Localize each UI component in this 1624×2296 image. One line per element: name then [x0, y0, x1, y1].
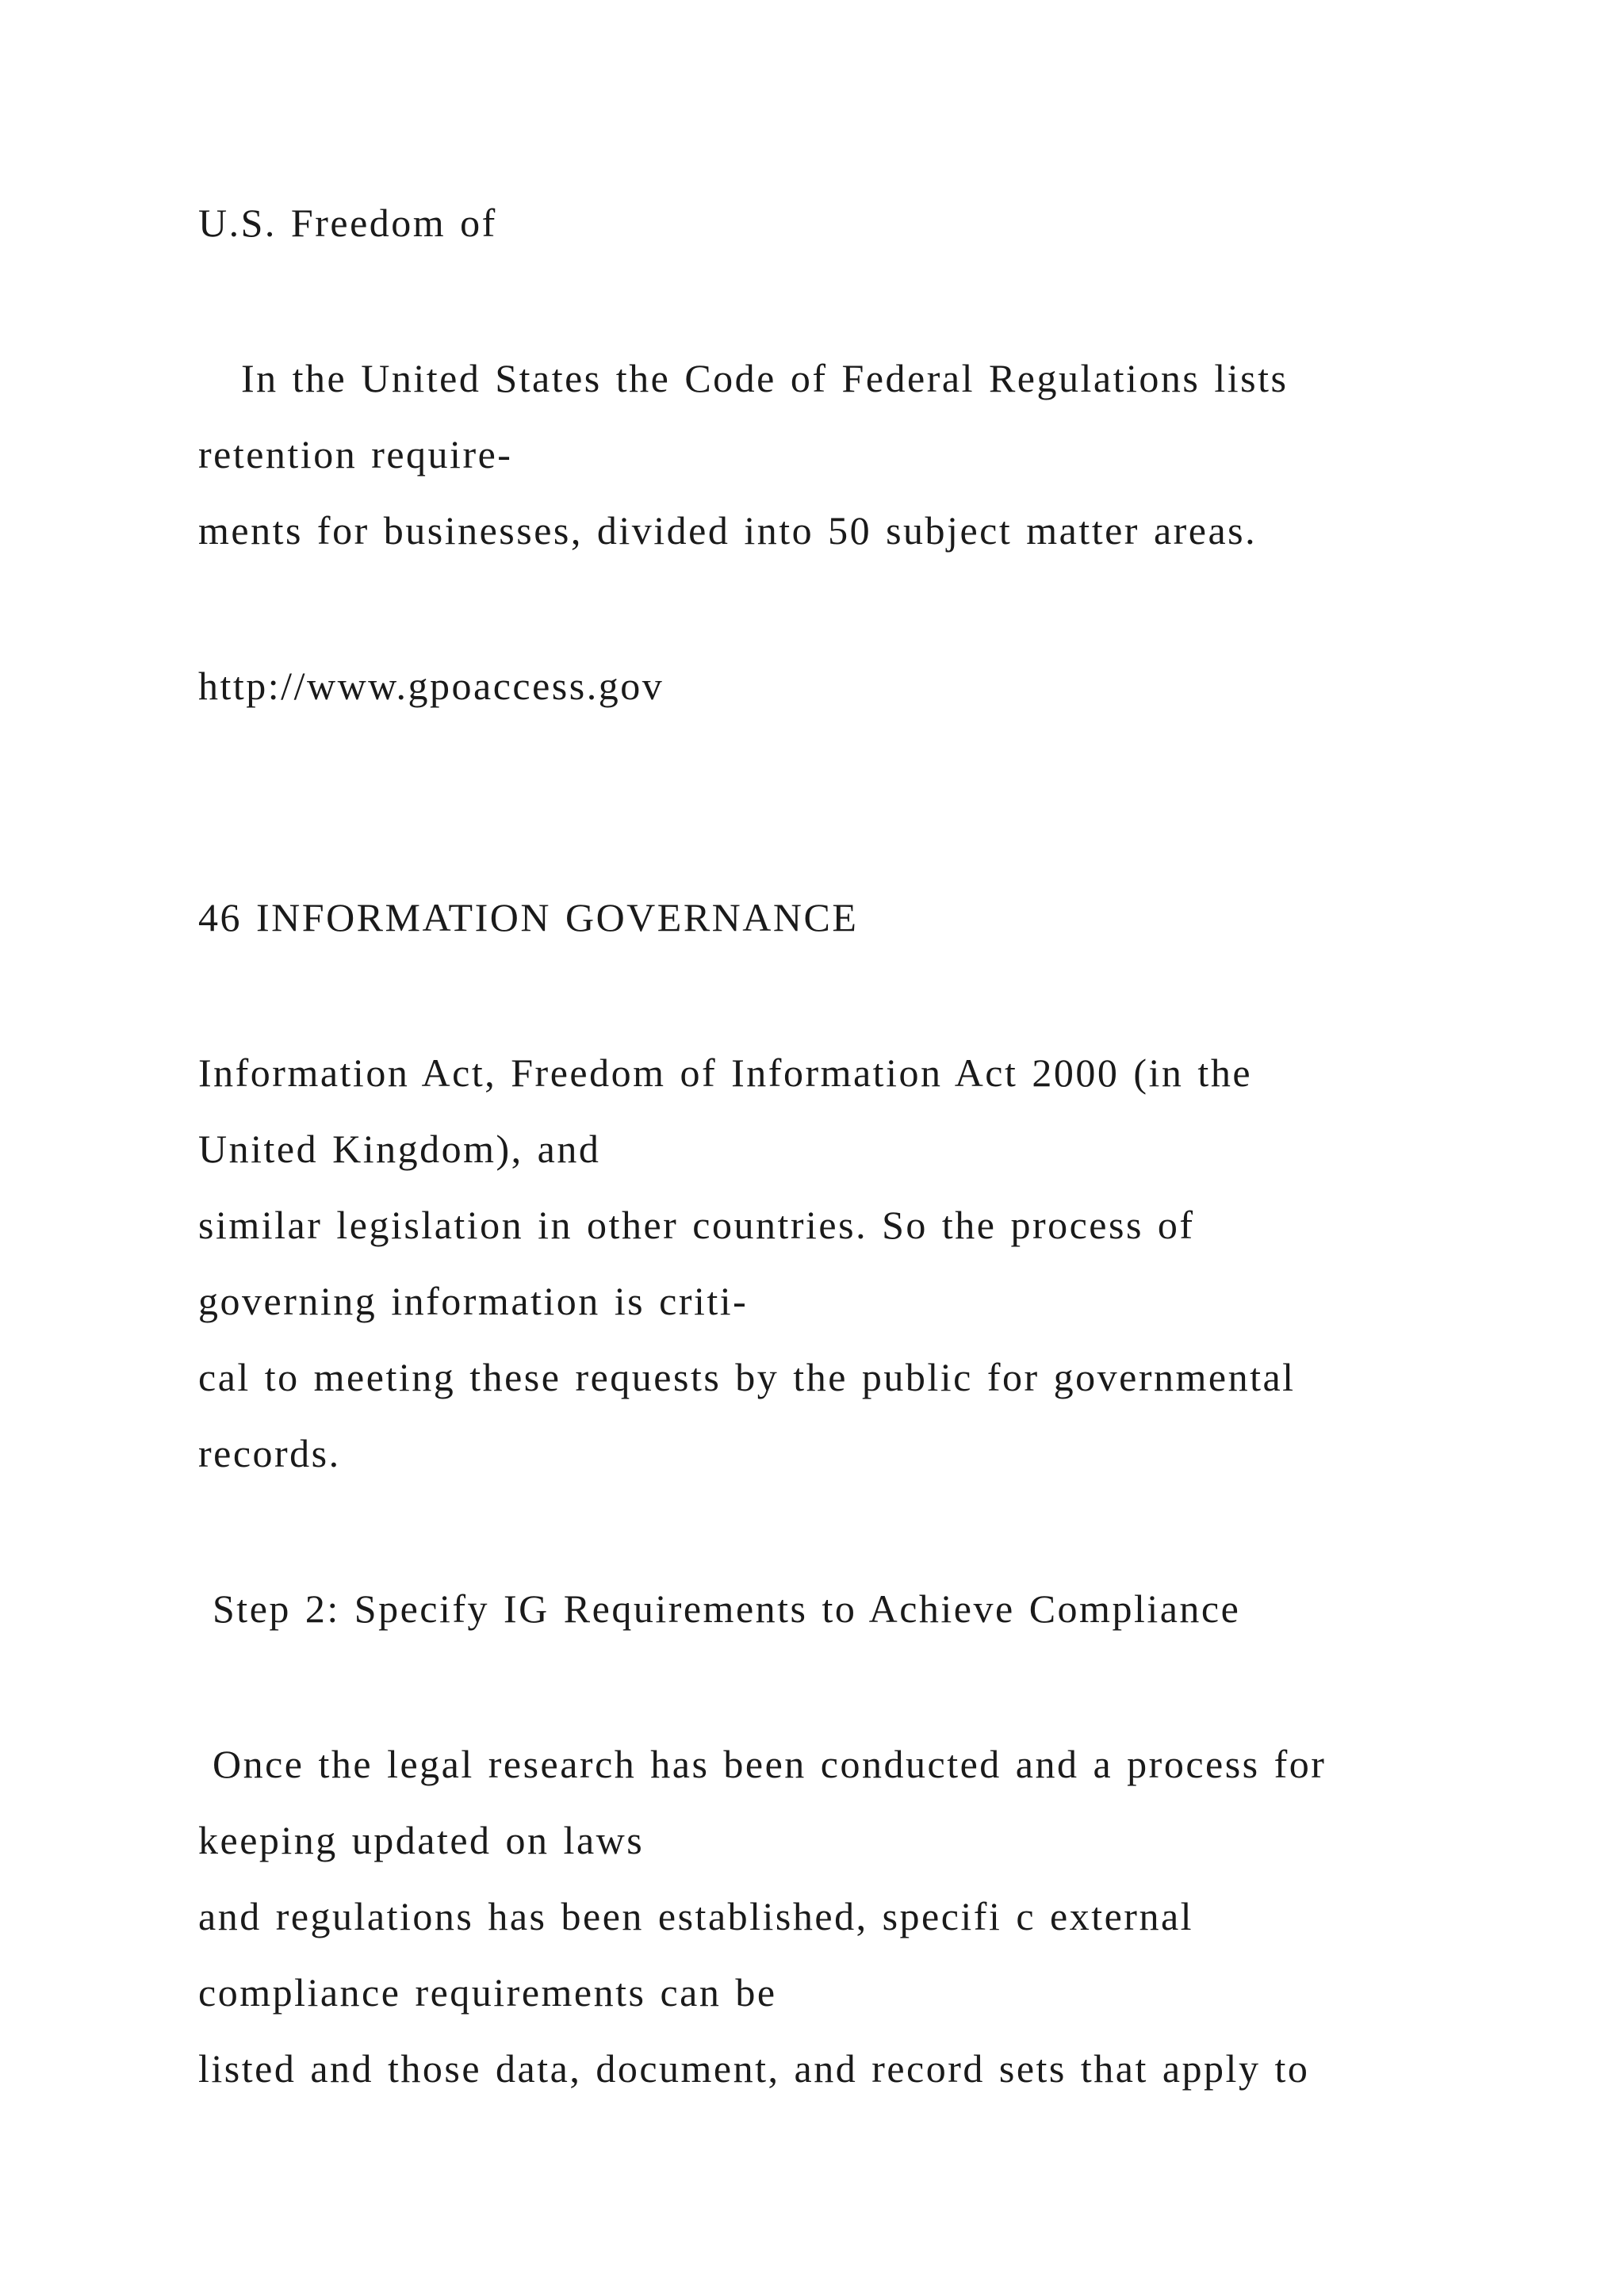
text-line-requests: cal to meeting these requests by the public for governmental — [198, 1355, 1296, 1399]
text-line-info-act: Information Act, Freedom of Information Act 2000 (in the — [198, 1050, 1253, 1095]
text-line-retention: retention require- — [198, 432, 513, 476]
text-line-similar-legislation: similar legislation in other countries. So the process of — [198, 1203, 1195, 1247]
text-line-records: records. — [198, 1431, 341, 1475]
text-line-regulations: and regulations has been established, specifi c external — [198, 1894, 1194, 1938]
section-heading-step-2: Step 2: Specify IG Requirements to Achieve Compliance — [198, 1586, 1241, 1631]
text-line-legal-research: Once the legal research has been conducted and a process for — [198, 1742, 1327, 1786]
text-line-url: http://www.gpoaccess.gov — [198, 664, 665, 708]
text-line-subject-areas: ments for businesses, divided into 50 subject matter areas. — [198, 508, 1258, 553]
text-line-uk: United Kingdom), and — [198, 1127, 601, 1171]
text-line-compliance: compliance requirements can be — [198, 1970, 777, 2015]
text-line-governing: governing information is criti- — [198, 1279, 749, 1323]
text-line-keeping-updated: keeping updated on laws — [198, 1818, 645, 1862]
page-header: 46 INFORMATION GOVERNANCE — [198, 895, 859, 939]
text-line-record-sets: listed and those data, document, and record sets that apply to — [198, 2046, 1310, 2091]
text-line-cfr-intro: In the United States the Code of Federal Regulations lists — [198, 356, 1289, 400]
text-line-freedom-of: U.S. Freedom of — [198, 201, 497, 245]
